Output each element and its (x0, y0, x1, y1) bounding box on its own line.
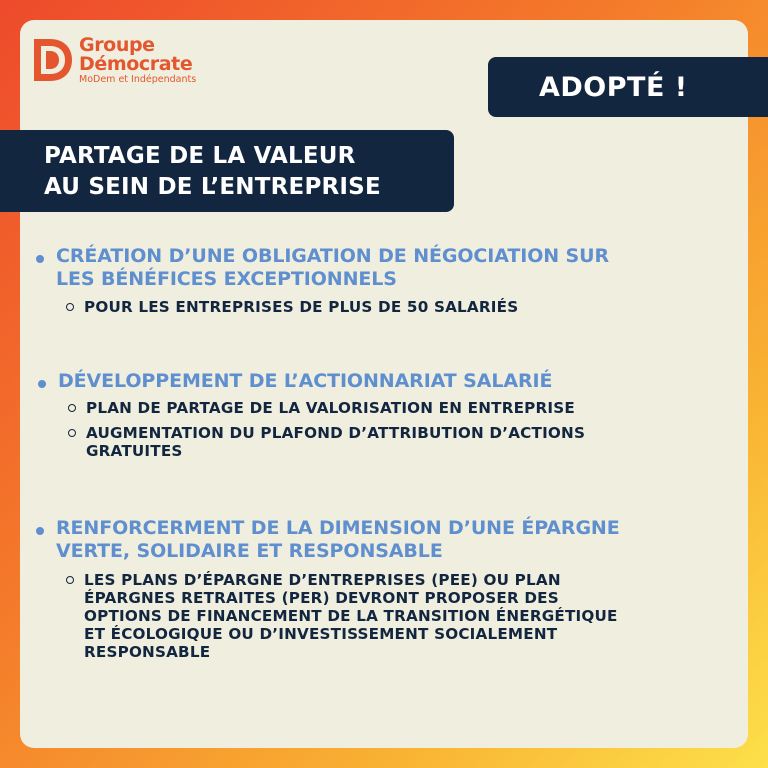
sub-bullet-ring-icon (68, 429, 76, 437)
sub-bullet-text: POUR LES ENTREPRISES DE PLUS DE 50 SALARIÉS (84, 298, 519, 316)
heading-emphasis: ÉPARGNE (521, 517, 620, 539)
sub-bullet-emphasis: GRATUITES (86, 442, 183, 460)
bullet-dot-icon (38, 380, 46, 388)
sub-bullet-text: PLAN DE PARTAGE DE LA VALORISATION EN ENTREPRISE (86, 399, 575, 417)
bullet-dot-icon (36, 527, 44, 535)
sub-bullet-item (66, 571, 620, 661)
logo-line-groupe: Groupe (79, 34, 155, 56)
heading-text: DÉVELOPPEMENT DE L’ (58, 370, 299, 392)
sub-bullet-ring-icon (68, 404, 76, 412)
bullet-heading-line (56, 268, 609, 291)
bullet-heading-line (58, 370, 585, 393)
sub-bullet-item (66, 298, 609, 316)
logo-tagline: MoDem et Indépendants (79, 74, 197, 85)
sub-bullet-text: RESPONSABLE (84, 643, 211, 661)
sub-bullet-text: ET ÉCOLOGIQUE OU D’INVESTISSEMENT SOCIALEMENT (84, 625, 558, 643)
bullet-item (56, 245, 609, 316)
bullet-heading-line (56, 540, 620, 563)
heading-emphasis: VERTE, SOLIDAIRE ET RESPONSABLE (56, 540, 443, 562)
sub-bullet-emphasis: ATTRIBUTION D’ACTIONS (367, 424, 586, 442)
sub-bullet-emphasis: PLANS D’ÉPARGNE D’ENTREPRISES (PEE) (121, 571, 479, 589)
group-logo (32, 36, 196, 85)
sub-bullet-ring-icon (66, 303, 74, 311)
sub-bullet-text: (PER) DEVRONT PROPOSER DES (276, 589, 559, 607)
bullet-heading-line (56, 517, 620, 540)
bullet-heading-line: CRÉATION D’UNE OBLIGATION DE NÉGOCIATION SUR (56, 245, 610, 267)
sub-bullet-text: OU (478, 571, 515, 589)
title-banner (0, 130, 454, 212)
heading-emphasis: BÉNÉFICES EXCEPTIONNELS (101, 268, 397, 290)
bullet-dot-icon (36, 255, 44, 263)
bullet-item (56, 517, 620, 661)
sub-bullet-emphasis: ÉPARGNES RETRAITES (84, 589, 277, 607)
sub-bullet-emphasis: PLAN (514, 571, 561, 589)
sub-bullet-text: LES (84, 571, 122, 589)
adopted-badge-label: ADOPTÉ ! (539, 71, 688, 103)
bullet-item (58, 370, 585, 460)
heading-emphasis: ACTIONNARIAT SALARIÉ (298, 370, 553, 392)
adopted-badge (488, 57, 768, 117)
groupe-democrate-logo-icon (32, 37, 74, 83)
sub-bullet-text: AUGMENTATION DU PLAFOND D’ (86, 424, 368, 442)
sub-bullet-item (68, 424, 585, 460)
sub-bullet-item (68, 399, 585, 417)
logo-line-democrate: Démocrate (79, 53, 193, 75)
title-line-2: AU SEIN DE L’ENTREPRISE (44, 174, 381, 200)
sub-bullet-emphasis: OPTIONS DE FINANCEMENT (84, 607, 322, 625)
heading-text: LES (56, 268, 101, 290)
sub-bullet-ring-icon (66, 576, 74, 584)
title-line-1: PARTAGE DE LA VALEUR (44, 143, 356, 169)
heading-text: RENFORCERMENT DE LA DIMENSION D’UNE (56, 517, 522, 539)
sub-bullet-text: DE LA TRANSITION ÉNERGÉTIQUE (321, 607, 618, 625)
